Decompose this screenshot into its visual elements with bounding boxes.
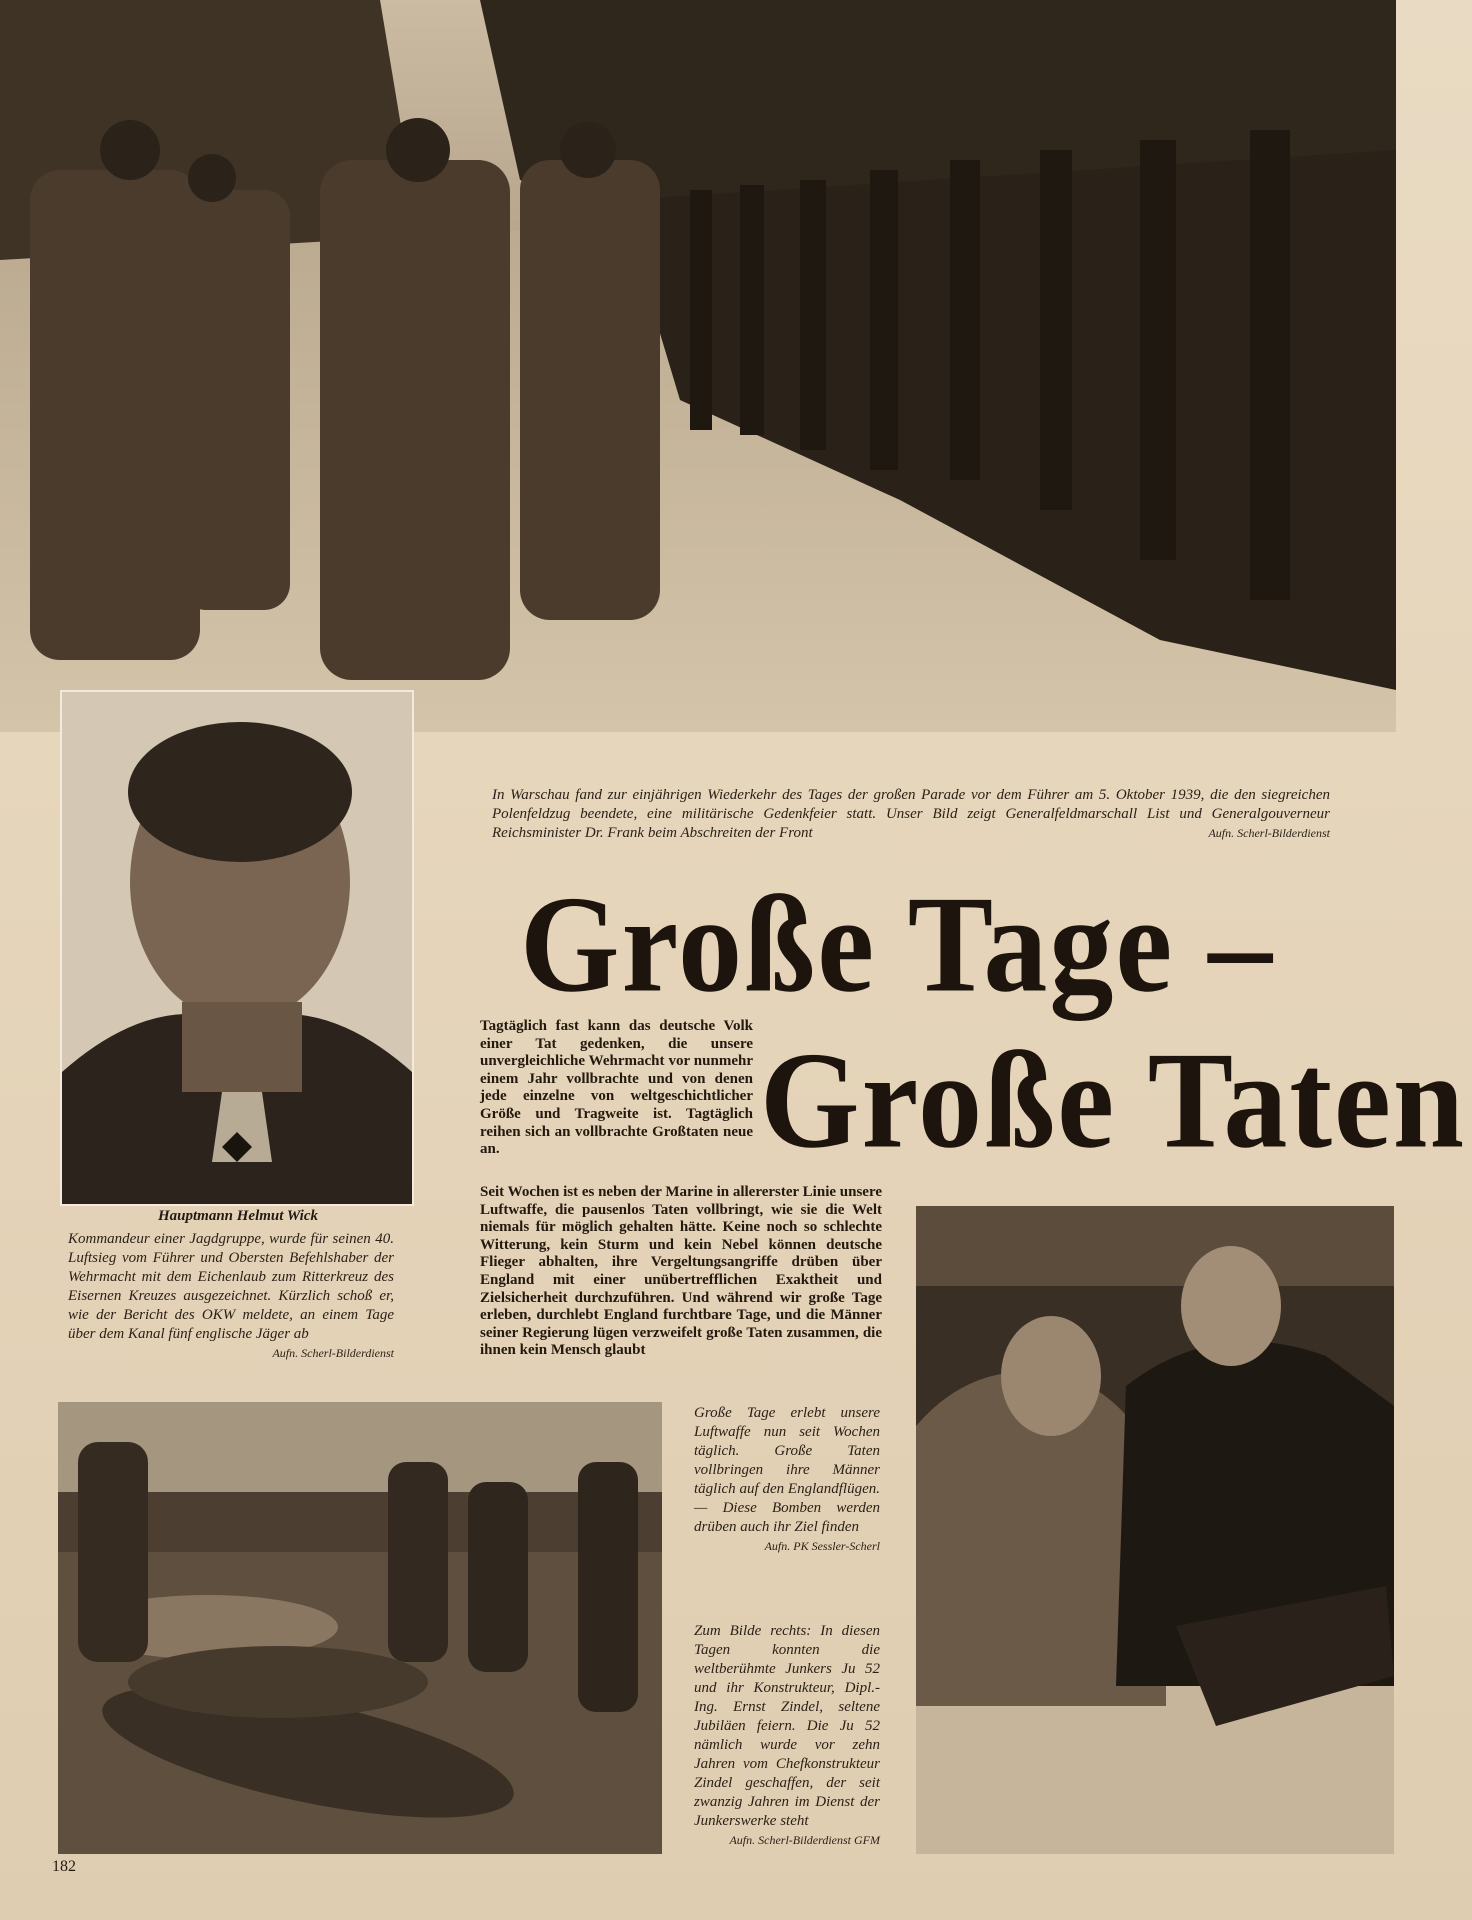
junkers-photo — [916, 1206, 1394, 1854]
bombs-photo — [58, 1402, 662, 1854]
portrait-name: Hauptmann Helmut Wick — [157, 1208, 319, 1224]
parade-photo — [0, 0, 1396, 732]
page-number: 182 — [52, 1858, 76, 1875]
headline-line-2: Große Taten — [760, 1023, 1466, 1177]
bombs-caption — [694, 1404, 880, 1556]
parade-caption — [492, 786, 1330, 843]
portrait-photo — [60, 690, 414, 1206]
junkers-caption — [694, 1622, 880, 1850]
article-intro: Tagtäglich fast kann das deutsche Volk einer Tat gedenken, die unsere unvergleichliche Wehrmacht vor nunmehr einem Jahr vollbrachte und von denen jede einzelne von weltgeschichtlicher Größe und Tragweite ist. Tagtäglich reihen sich an vollbrachte Großtaten neue an. — [480, 1018, 753, 1158]
junkers-caption-text: Zum Bilde rechts: In diesen Tagen konnten die weltberühmte Junkers Ju 52 und ihr Konstrukteur, Dipl.-Ing. Ernst Zindel, seltene Jubiläen feiern. Die Ju 52 nämlich wurde vor zehn Jahren vom Chefkonstrukteur Zindel geschaffen, der seit zwanzig Jahren im Dienst der Junkerswerke steht — [694, 1623, 880, 1829]
article-main: Seit Wochen ist es neben der Marine in allererster Linie unsere Luftwaffe, die pausenlos Taten vollbringt, wie sie die Welt niemals für möglich gehalten hätte. Keine noch so schlechte Witterung, kein Sturm und kein Nebel können deutsche Flieger abhalten, ihre Vergeltungsangriffe drüben über England mit einer unübertrefflichen Exaktheit und Zielsicherheit durchzuführen. Und während wir große Tage erleben, durchlebt England furchtbare Tage, und die Männer seiner Regierung lügen verzweifelt große Taten zusammen, die ihnen kein Mensch glaubt — [480, 1184, 882, 1359]
portrait-credit: Aufn. Scherl-Bilderdienst — [272, 1346, 394, 1360]
junkers-credit: Aufn. Scherl-Bilderdienst GFM — [729, 1833, 880, 1847]
bombs-caption-text: Große Tage erlebt unsere Luftwaffe nun seit Wochen täglich. Große Taten vollbringen ihre Männer täglich auf den Englandflügen. — Diese Bomben werden drüben auch ihr Ziel finden — [694, 1405, 880, 1535]
bombs-credit: Aufn. PK Sessler-Scherl — [764, 1539, 880, 1553]
parade-caption-text: In Warschau fand zur einjährigen Wiederkehr des Tages der großen Parade vor dem Führer am 5. Oktober 1939, die den siegreichen Polenfeldzug beendete, eine militärische Gedenkfeier statt. Unser Bild zeigt Generalfeldmarschall List und Generalgouverneur Reichsminister Dr. Frank beim Abschreiten der Front — [492, 787, 1330, 841]
portrait-caption-text: Kommandeur einer Jagdgruppe, wurde für seinen 40. Luftsieg vom Führer und Obersten Befehlshaber der Wehrmacht mit dem Eichenlaub zum Ritterkreuz des Eisernen Kreuzes ausgezeichnet. Kürzlich schoß er, wie der Bericht des OKW meldete, an einem Tage über dem Kanal fünf englische Jäger ab — [68, 1231, 394, 1342]
portrait-caption — [68, 1230, 394, 1363]
headline-line-1: Große Tage – — [520, 867, 1275, 1021]
parade-credit: Aufn. Scherl-Bilderdienst — [1208, 826, 1330, 840]
